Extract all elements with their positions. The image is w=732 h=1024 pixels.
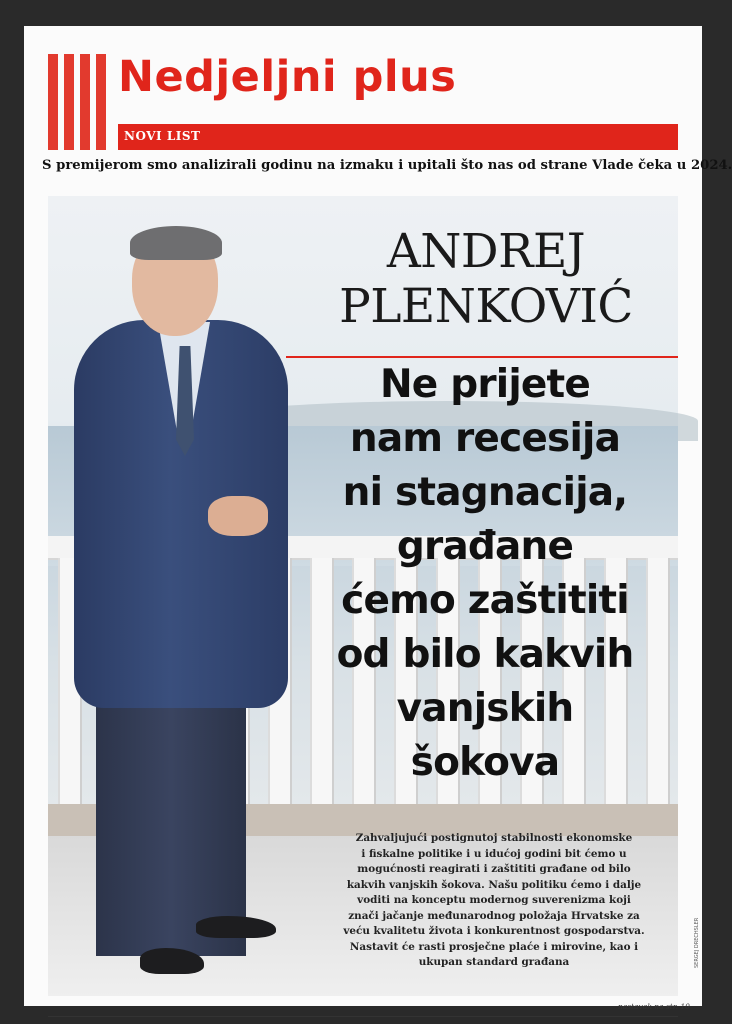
quote-line: građane <box>396 524 574 569</box>
lede-line: znači jačanje međunarodnog položaja Hrvatske za <box>348 909 640 922</box>
masthead-bar <box>118 124 678 150</box>
quote-line: šokova <box>410 740 560 785</box>
lede-line: veću kvalitetu života i konkurentnost gospodarstva. <box>343 925 645 937</box>
lede-line: ukupan standard građana <box>418 956 570 968</box>
headline-name <box>286 224 686 334</box>
quote-line: vanjskih <box>396 686 574 731</box>
name-line-2: PLENKOVIĆ <box>339 279 633 334</box>
lede-line: voditi na konceptu modernog suverenizma koji <box>357 894 631 906</box>
photo-credit: SERGEJ DRECHSLER <box>694 917 700 968</box>
lede-line: Nastavit će rasti prosječne plaće i mirovine, kao i <box>349 940 639 953</box>
quote-line: Ne prijete <box>379 362 591 407</box>
continuation-note: nastavak na str. 10 <box>618 1002 690 1011</box>
lede-line: mogućnosti reagirati i zaštititi građane od bilo <box>357 863 631 875</box>
headline-quote <box>280 358 690 790</box>
quote-line: ćemo zaštititi <box>341 578 629 623</box>
section-label: NOVI LIST <box>124 129 201 143</box>
masthead-title: Nedjeljni plus <box>118 52 457 102</box>
masthead-stripes <box>48 54 106 150</box>
lede-line: i fiskalne politike i u idućoj godini bit ćemo u <box>361 847 627 860</box>
lede-paragraph <box>324 831 664 971</box>
quote-line: ni stagnacija, <box>342 470 628 515</box>
name-line-1: ANDREJ <box>386 224 586 279</box>
deck-text: S premijerom smo analizirali godinu na izmaku i upitali što nas od strane Vlade čeka u 2024. <box>42 158 732 173</box>
lede-line: kakvih vanjskih šokova. Našu politiku ćemo i dalje <box>346 878 642 891</box>
footer-rule <box>48 1016 678 1017</box>
quote-line: od bilo kakvih <box>336 632 634 677</box>
quote-line: nam recesija <box>349 416 621 461</box>
newspaper-page <box>24 26 732 1011</box>
lede-line: Zahvaljujući postignutoj stabilnosti ekonomske <box>355 832 633 844</box>
